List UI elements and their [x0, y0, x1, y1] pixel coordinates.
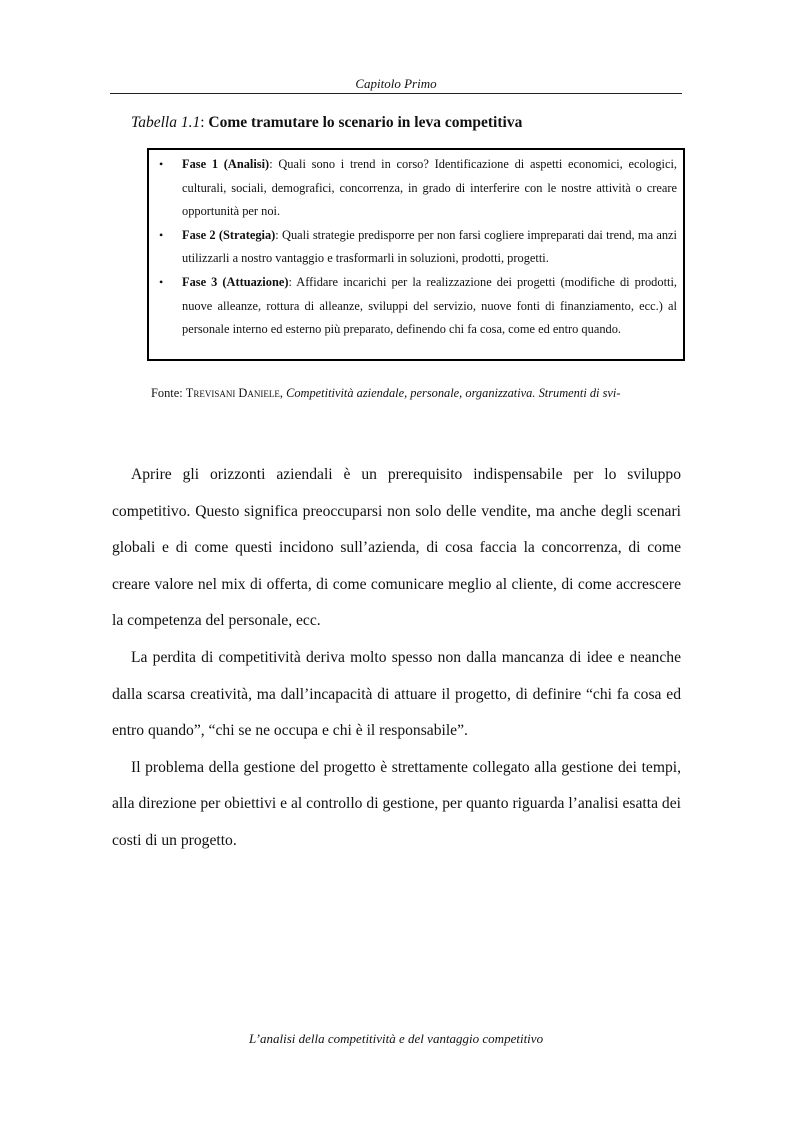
phase-text: : Quali sono i trend in corso? Identificazione di aspetti economici, ecologici, culturali, sociali, demografici, concorrenza, in grado di interferire con le nostre attività o creare opportunità per noi. — [182, 157, 677, 219]
body-text — [112, 457, 681, 860]
running-footer: L’analisi della competitività e del vantaggio competitivo — [248, 1031, 544, 1046]
phase-item-strategia — [159, 224, 677, 271]
source-author: Trevisani Daniele — [185, 386, 280, 400]
table-caption — [131, 114, 522, 132]
phase-title: Fase 1 (Analisi) — [182, 157, 270, 171]
header-rule — [110, 93, 682, 94]
phase-item-analisi — [159, 153, 677, 224]
source-work: Competitività aziendale, personale, organizzativa. Strumenti di svi- — [286, 386, 621, 400]
bullet-icon: • — [159, 227, 164, 242]
caption-separator: : — [200, 114, 209, 131]
phase-item-attuazione — [159, 271, 677, 342]
table-label: Tabella 1.1 — [131, 114, 201, 131]
phase-table — [147, 148, 685, 361]
bullet-icon: • — [159, 274, 164, 289]
phase-list — [159, 153, 677, 342]
paragraph: La perdita di competitività deriva molto spesso non dalla mancanza di idee e neanche dalla scarsa creatività, ma dall’incapacità di attuare il progetto, di definire “chi fa cosa ed entro quando”, “chi se ne occupa e chi è il responsabile”. — [112, 648, 681, 740]
bullet-icon: • — [159, 157, 164, 171]
phase-title: Fase 2 (Strategia) — [182, 227, 276, 242]
phase-text: : Quali strategie predisporre per non farsi cogliere impreparati dai trend, ma anzi utilizzarli a nostro vantaggio e trasformarli in soluzioni, prodotti, progetti. — [182, 227, 677, 266]
table-title: Come tramutare lo scenario in leva competitiva — [208, 114, 523, 131]
running-header: Capitolo Primo — [355, 76, 437, 91]
phase-text: : Affidare incarichi per la realizzazione dei progetti (modifiche di prodotti, nuove alleanze, rottura di alleanze, sviluppi del servizio, nuove fonti di finanziamento, ecc.) al personale interno ed esterno più preparato, definendo chi fa cosa, come ed entro quando. — [182, 274, 677, 337]
paragraph: Aprire gli orizzonti aziendali è un prerequisito indispensabile per lo sviluppo competitivo. Questo significa preoccuparsi non solo delle vendite, ma anche degli scenari globali e di come questi incidono sull’azienda, di cosa faccia la concorrenza, di come creare valore nel mix di offerta, di come comunicare meglio al cliente, di come accrescere la competenza del personale, ecc. — [112, 466, 681, 630]
paragraph: Il problema della gestione del progetto è strettamente collegato alla gestione dei tempi, alla direzione per obiettivi e al controllo di gestione, per quanto riguarda l’analisi esatta dei costi di un progetto. — [112, 758, 681, 849]
source-separator: , — [279, 386, 287, 400]
phase-title: Fase 3 (Attuazione) — [182, 274, 289, 289]
table-source — [151, 385, 620, 401]
source-prefix: Fonte: — [151, 386, 186, 400]
